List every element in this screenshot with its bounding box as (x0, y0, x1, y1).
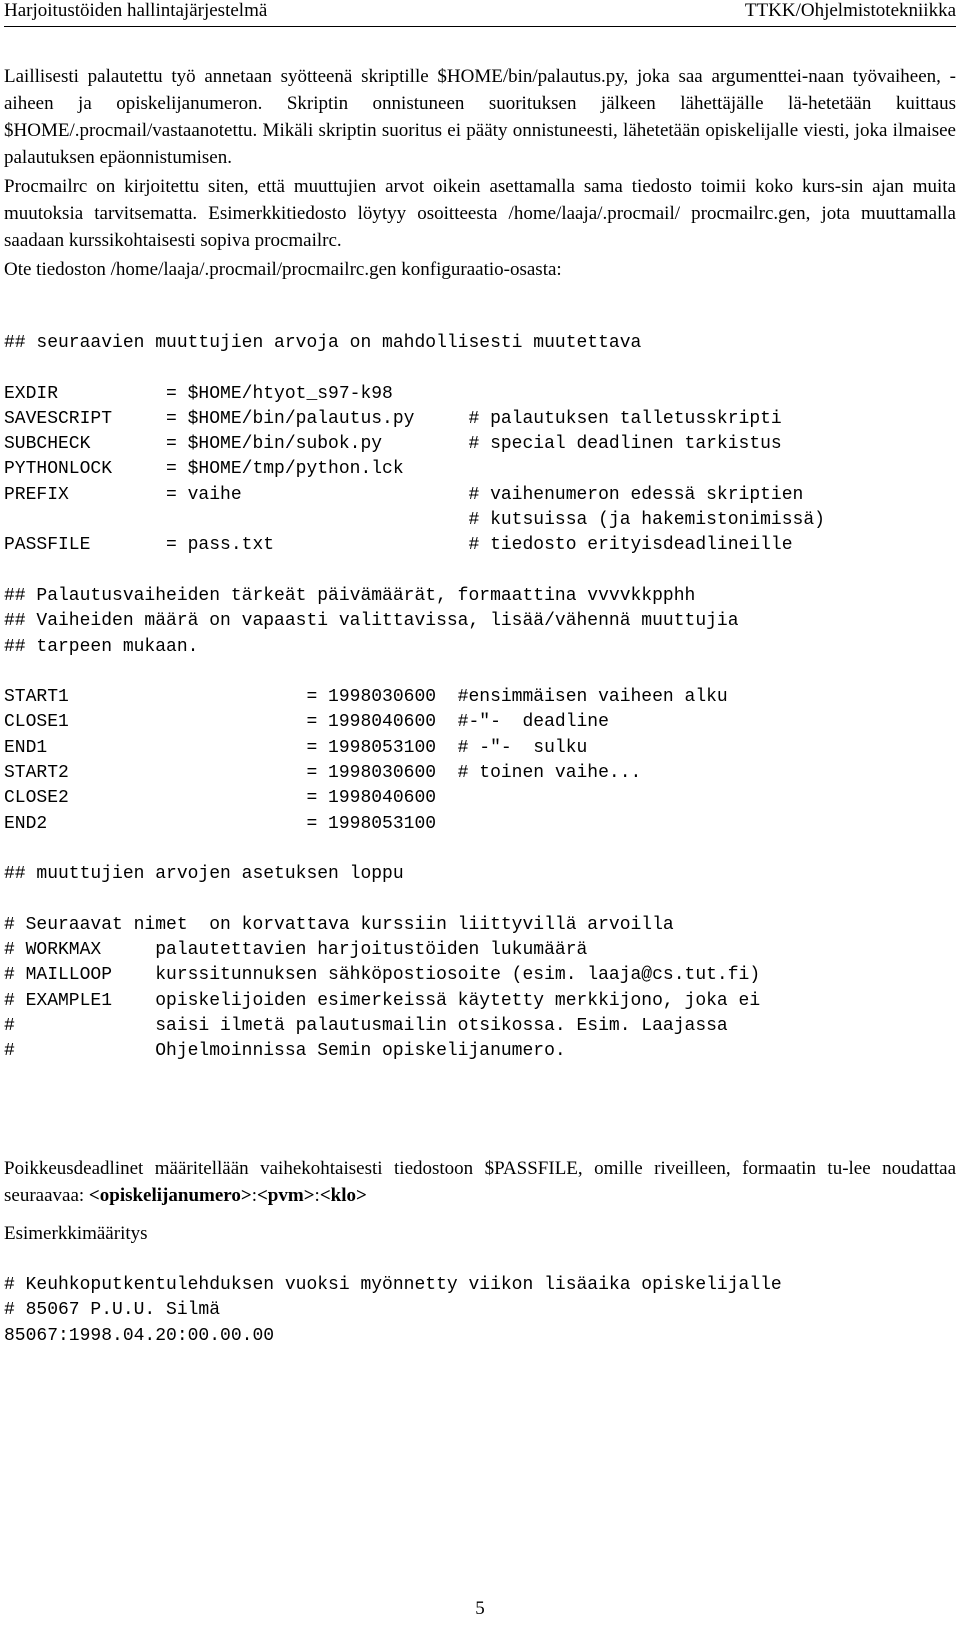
code-line: 85067:1998.04.20:00.00.00 (4, 1325, 275, 1346)
code-line: # Keuhkoputkentulehduksen vuoksi myönnetty viikon lisäaika opiskelijalle (4, 1275, 782, 1295)
format-separator: : (314, 1185, 320, 1206)
code-line: ## tarpeen mukaan. (4, 636, 199, 657)
intro-paragraph-3: Ote tiedoston /home/laaja/.procmail/procmailrc.gen konfiguraatio-osasta: (4, 259, 562, 280)
code-line: START2 = 1998030600 # toinen vaihe... (4, 763, 642, 784)
code-line: # Seuraavat nimet on korvattava kurssiin liittyvillä arvoilla (4, 914, 674, 935)
format-time: <klo> (319, 1185, 367, 1206)
intro-paragraph-2: Procmailrc on kirjoitettu siten, että muuttujien arvot oikein asettamalla sama tiedosto toimii koko kurs-sin ajan muita muutoksia tarvitsematta. Esimerkkitiedosto löytyy osoitteesta /home/laaja/.procmail/ procmailrc.gen, jota muuttamalla saadaan kurssikohtaisesti sopiva procmailrc. (4, 176, 956, 251)
code-line (4, 837, 825, 862)
code-line (4, 559, 825, 584)
code-line: CLOSE1 = 1998040600 #-"- deadline (4, 712, 609, 733)
passfile-section (4, 1155, 956, 1247)
code-line: # EXAMPLE1 opiskelijoiden esimerkeissä käytetty merkkijono, joka ei (4, 990, 761, 1011)
intro-paragraph-1: Laillisesti palautettu työ annetaan syötteenä skriptille $HOME/bin/palautus.py, joka saa argumenttei-naan työvaiheen, -aiheen ja opiskelijanumeron. Skriptin onnistuneen suorituksen jälkeen lähettäjälle lä-hetetään kuittaus $HOME/.procmail/vastaanotettu. Mikäli skriptin suoritus ei pääty onnistuneesti, lähetetään opiskelijalle viesti, joka ilmaisee palautuksen epäonnistumisen. (4, 66, 956, 168)
passfile-text: Poikkeusdeadlinet määritellään vaihekohtaisesti tiedostoon $PASSFILE, omille riveilleen, formaatin tu-lee noudattaa seuraavaa: (4, 1158, 956, 1206)
code-line: PYTHONLOCK = $HOME/tmp/python.lck (4, 459, 404, 480)
intro-section (4, 63, 956, 283)
config-code-block (4, 331, 825, 1065)
format-date: <pvm> (256, 1185, 315, 1206)
code-line (4, 356, 825, 381)
code-line: # saisi ilmetä palautusmailin otsikossa. Esim. Laajassa (4, 1016, 728, 1037)
code-line: END1 = 1998053100 # -"- sulku (4, 737, 588, 758)
format-separator: : (251, 1185, 257, 1206)
header-title: Harjoitustöiden hallintajärjestelmä (4, 0, 268, 21)
page-header (4, 0, 956, 30)
code-line: # MAILLOOP kurssitunnuksen sähköpostiosoite (esim. laaja@cs.tut.fi) (4, 965, 761, 986)
code-line: # WORKMAX palautettavien harjoitustöiden lukumäärä (4, 940, 588, 961)
code-line: SUBCHECK = $HOME/bin/subok.py # special deadlinen tarkistus (4, 434, 782, 455)
header-department: TTKK/Ohjelmistotekniikka (744, 0, 956, 21)
code-line: SAVESCRIPT = $HOME/bin/palautus.py # palautuksen talletusskripti (4, 408, 782, 429)
code-line: PREFIX = vaihe # vaihenumeron edessä skriptien (4, 484, 804, 505)
example-code-block (4, 1273, 782, 1349)
code-line: END2 = 1998053100 (4, 813, 437, 834)
code-line: ## seuraavien muuttujien arvoja on mahdollisesti muutettava (4, 333, 642, 353)
code-line: # kutsuissa (ja hakemistonimissä) (4, 510, 825, 531)
passfile-paragraph (4, 1155, 956, 1209)
code-line: # 85067 P.U.U. Silmä (4, 1300, 221, 1321)
code-line: EXDIR = $HOME/htyot_s97-k98 (4, 383, 393, 404)
format-student: <opiskelijanumero> (88, 1185, 252, 1206)
code-line: ## Palautusvaiheiden tärkeät päivämäärät, formaattina vvvvkkpphh (4, 585, 696, 606)
code-line: ## Vaiheiden määrä on vapaasti valittavissa, lisää/vähennä muuttujia (4, 611, 739, 632)
code-line (4, 660, 825, 685)
code-line: START1 = 1998030600 #ensimmäisen vaiheen alku (4, 687, 728, 708)
code-line (4, 888, 825, 913)
code-line: # Ohjelmoinnissa Semin opiskelijanumero. (4, 1041, 566, 1062)
code-line: ## muuttujien arvojen asetuksen loppu (4, 864, 404, 885)
example-heading: Esimerkkimääritys (4, 1223, 148, 1244)
code-line: CLOSE2 = 1998040600 (4, 788, 437, 809)
code-line: PASSFILE = pass.txt # tiedosto erityisdeadlineille (4, 535, 793, 556)
page-number: 5 (475, 1598, 485, 1619)
header-rule (4, 26, 956, 27)
